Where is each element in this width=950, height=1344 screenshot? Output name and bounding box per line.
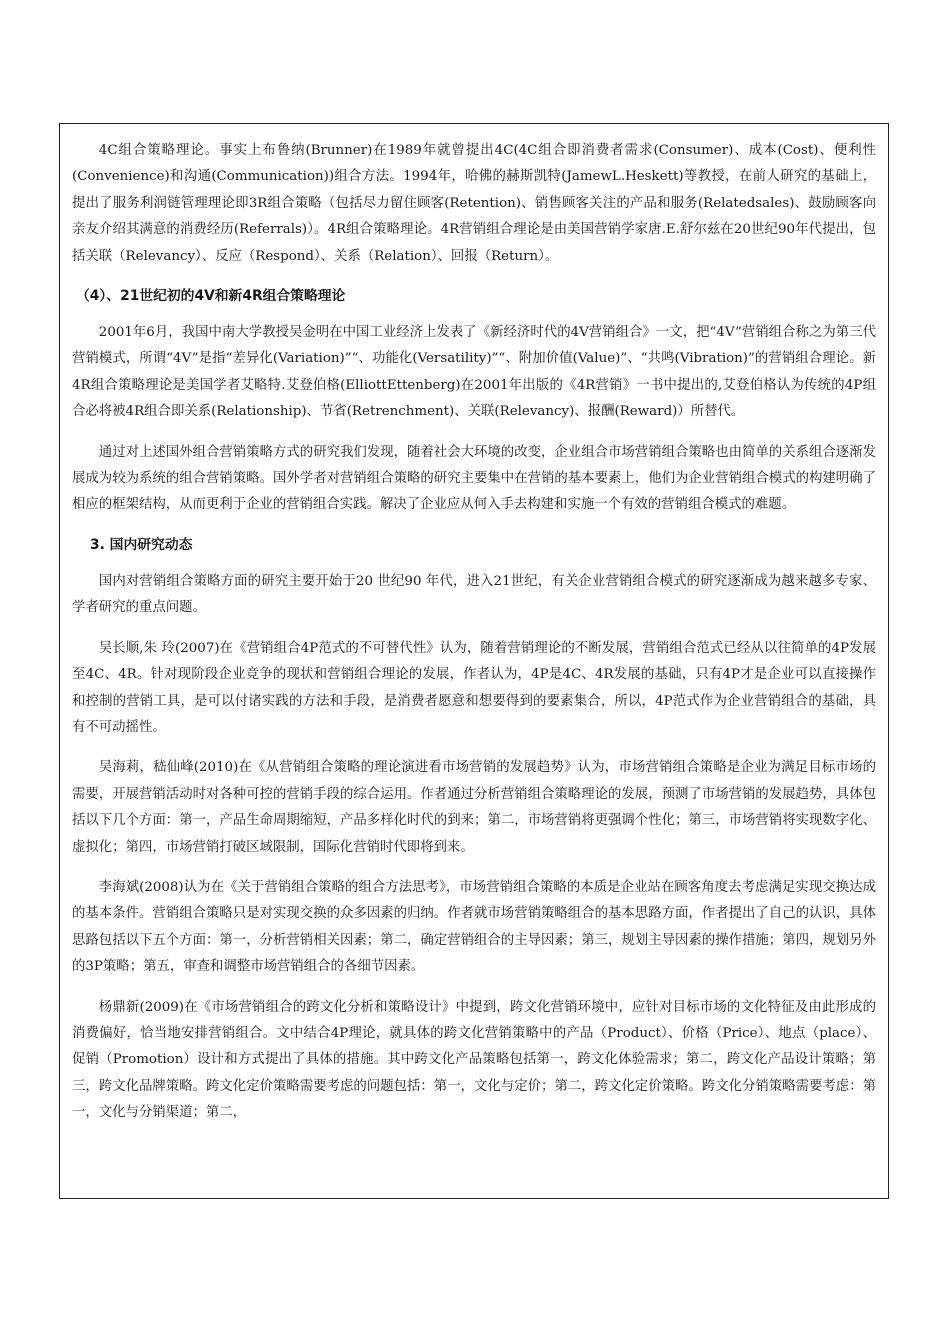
document-body [72, 138, 876, 1141]
paragraph-wu-ji-2010: 吴海莉，嵇仙峰(2010)在《从营销组合策略的理论演进看市场营销的发展趋势》认为，市场营销组合策略是企业为满足目标市场的需要，开展营销活动时对各种可控的营销手段的综合运用。作者通过分析营销组合策略理论的发展，预测了市场营销的发展趋势，具体包括以下几个方面：第一，产品生命周期缩短，产品多样化时代的到来；第二，市场营销将更强调个性化；第三，市场营销将实现数字化、虚拟化；第四，市场营销打破区域限制，国际化营销时代即将到来。 [72, 760, 876, 855]
subheading-4v-4r-theory: （4）、21世纪初的4V和新4R组合策略理论 [76, 288, 346, 305]
paragraph-4c-theory: 4C组合策略理论。事实上布鲁纳(Brunner)在1989年就曾提出4C(4C组合即消费者需求(Consumer)、成本(Cost)、便利性(Convenience)和沟通(Communication))组合方法。1994年，哈佛的赫斯凯特(JamewL.Heskett)等教授，在前人研究的基础上，提出了服务利润链管理理论即3R组合策略（包括尽力留住顾客(Retention)、销售顾客关注的产品和服务(Relatedsales)、鼓励顾客向亲友介绍其满意的消费经历(Referrals)）。4R组合策略理论。4R营销组合理论是由美国营销学家唐.E.舒尔兹在20世纪90年代提出，包括关联（Relevancy）、反应（Respond）、关系（Relation）、回报（Return）。 [72, 143, 876, 264]
section-heading-domestic-research: 3. 国内研究动态 [90, 536, 193, 553]
paragraph-4v-theory: 2001年6月，我国中南大学教授吴金明在中国工业经济上发表了《新经济时代的4V营销组合》一文，把“4V”营销组合称之为第三代营销模式，所谓“4V”是指“差异化(Variation)”“、功能化(Versatility)”“、附加价值(Value)”、“共鸣(Vibration)”的营销组合理论。新4R组合策略理论是美国学者艾略特.艾登伯格(ElliottEttenberg)在2001年出版的《4R营销》一书中提出的,艾登伯格认为传统的4P组合必将被4R组合即关系(Relationship)、节省(Retrenchment)、关联(Relevancy)、报酬(Reward)）所替代。 [72, 325, 876, 420]
paragraph-foreign-summary: 通过对上述国外组合营销策略方式的研究我们发现，随着社会大环境的改变，企业组合市场营销组合策略也由简单的关系组合逐渐发展成为较为系统的组合营销策略。国外学者对营销组合策略的研究主要集中在营销的基本要素上，他们为企业营销组合模式的构建明确了相应的框架结构，从而更利于企业的营销组合实践。解决了企业应从何入手去构建和实施一个有效的营销组合模式的难题。 [72, 444, 876, 513]
paragraph-yang-2009: 杨鼎新(2009)在《市场营销组合的跨文化分析和策略设计》中提到，跨文化营销环境中，应针对目标市场的文化特征及由此形成的消费偏好，恰当地安排营销组合。文中结合4P理论，就具体的跨文化营销策略中的产品（Product）、价格（Price）、地点（place）、促销（Promotion）设计和方式提出了具体的措施。其中跨文化产品策略包括第一，跨文化体验需求；第二，跨文化产品设计策略；第三，跨文化品牌策略。跨文化定价策略需要考虑的问题包括：第一，文化与定价；第二，跨文化定价策略。跨文化分销策略需要考虑：第一，文化与分销渠道；第二， [72, 999, 876, 1121]
paragraph-wu-zhu-2007: 吴长顺,朱 玲(2007)在《营销组合4P范式的不可替代性》认为，随着营销理论的不断发展，营销组合范式已经从以往简单的4P发展至4C、4R。针对现阶段企业竞争的现状和营销组合理论的发展，作者认为，4P是4C、4R发展的基础，只有4P才是企业可以直接操作和控制的营销工具，是可以付诸实践的方法和手段，是消费者愿意和想要得到的要素集合，所以，4P范式作为企业营销组合的基础，具有不可动摇性。 [72, 640, 876, 735]
document-frame [59, 123, 889, 1199]
paragraph-li-2008: 李海斌(2008)认为在《关于营销组合策略的组合方法思考》，市场营销组合策略的本质是企业站在顾客角度去考虑满足实现交换达成的基本条件。营销组合策略只是对实现交换的众多因素的归纳。作者就市场营销策略组合的基本思路方面，作者提出了自己的认识，具体思路包括以下五个方面：第一，分析营销相关因素；第二，确定营销组合的主导因素；第三，规划主导因素的操作措施；第四，规划另外的3P策略；第五，审查和调整市场营销组合的各细节因素。 [72, 879, 876, 975]
paragraph-domestic-intro: 国内对营销组合策略方面的研究主要开始于20 世纪90 年代，进入21世纪，有关企业营销组合模式的研究逐渐成为越来越多专家、学者研究的重点问题。 [72, 573, 876, 616]
